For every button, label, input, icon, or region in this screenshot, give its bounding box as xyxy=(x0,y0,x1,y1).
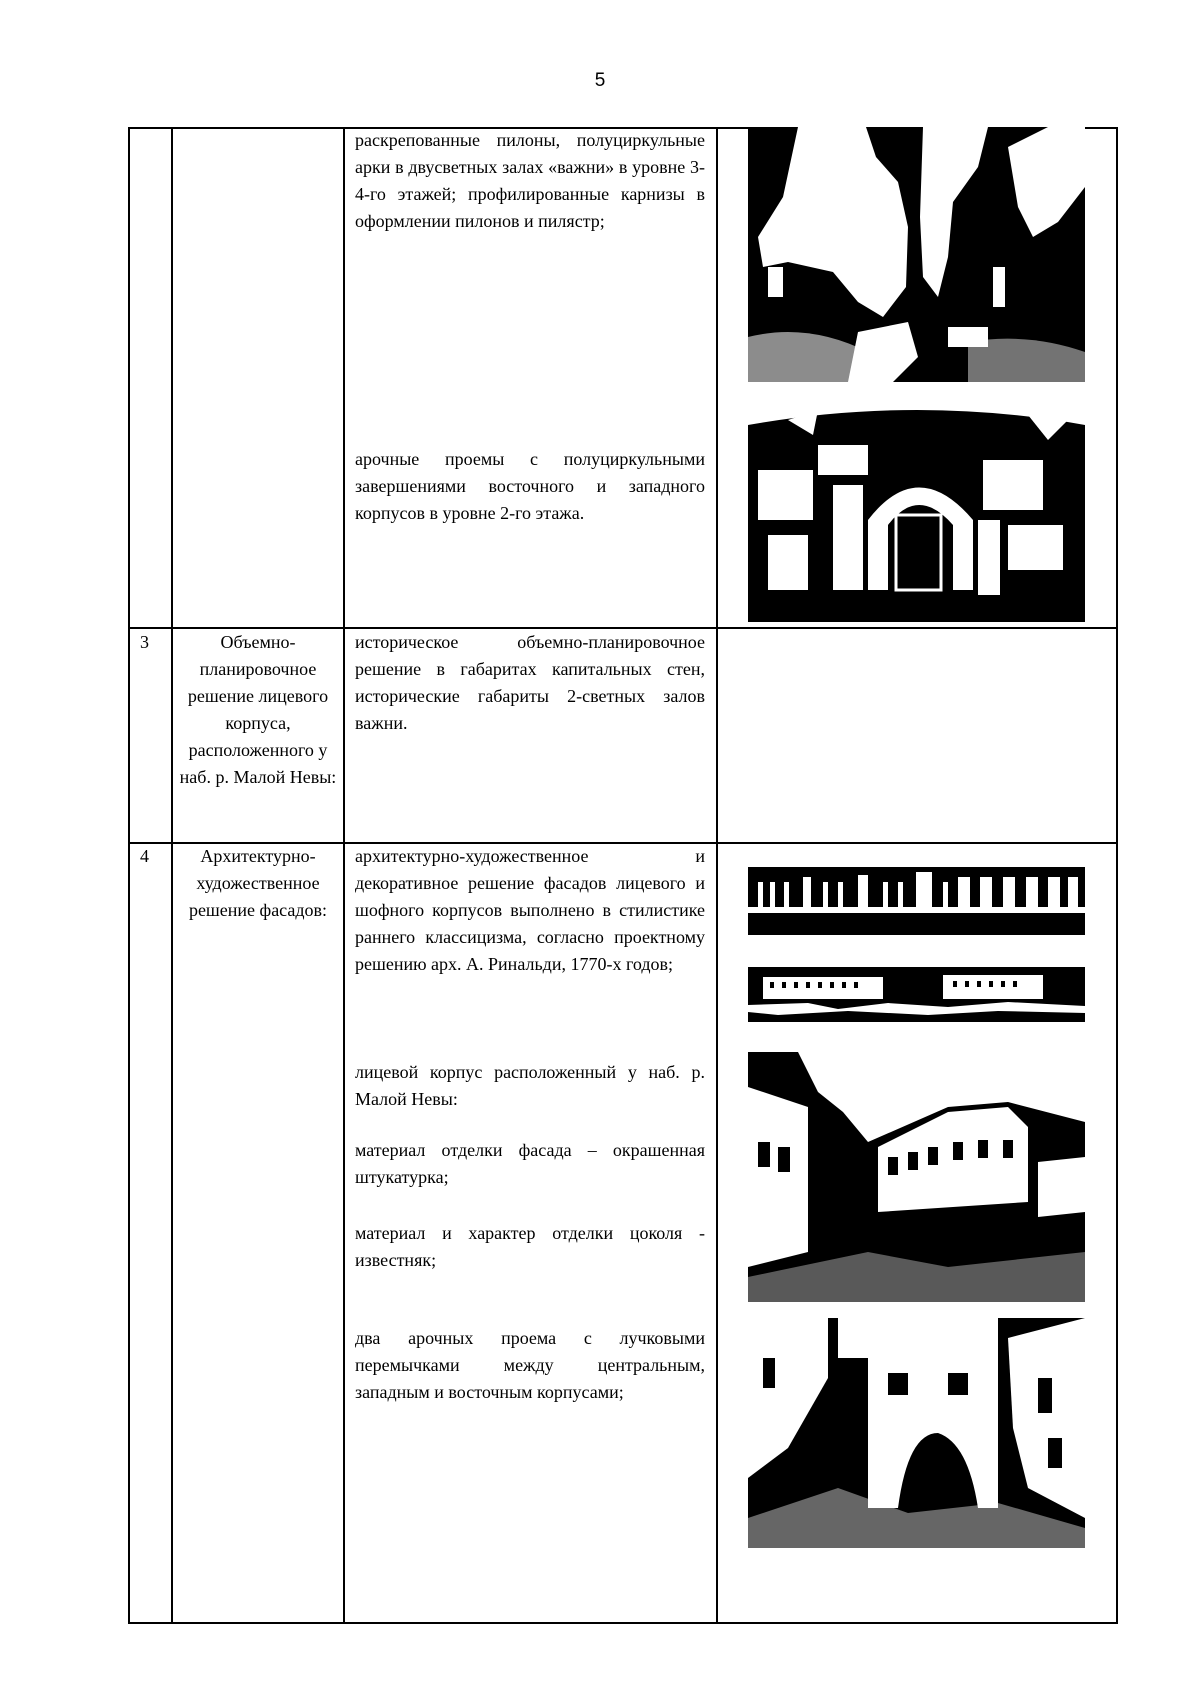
courtyard-facade-photo xyxy=(748,1052,1085,1302)
row-name: Объемно-планировочное решение лицевого корпуса, расположенного у наб. р. Малой Невы: xyxy=(179,632,337,787)
description-paragraph: историческое объемно-планировочное решение в габаритах капитальных стен, исторические габариты 2-светных залов важни. xyxy=(355,632,705,733)
table-bottom-border xyxy=(128,1622,1118,1624)
description-paragraph: архитектурно-художественное и декоративное решение фасадов лицевого и шофного корпусов выполнено в стилистике раннего классицизма, согласно проектному решению арх. А. Ринальди, 1770-х годов; xyxy=(355,846,705,974)
description-paragraph: арочные проемы с полуциркульными завершениями восточного и западного корпусов в уровне 2-го этажа. xyxy=(355,449,705,523)
table-left-border xyxy=(128,127,130,1624)
row-number: 4 xyxy=(140,846,149,866)
column-divider-2 xyxy=(343,127,345,1624)
interior-arches-photo xyxy=(748,127,1085,382)
row-name: Архитектурно-художественное решение фасадов: xyxy=(188,846,328,920)
description-paragraph: два арочных проема с лучковыми перемычками между центральным, западным и восточным корпусами; xyxy=(355,1328,705,1402)
courtyard-arch-photo xyxy=(748,1318,1085,1548)
column-divider-3 xyxy=(716,127,718,1624)
description-paragraph: материал отделки фасада – окрашенная штукатурка; xyxy=(355,1140,705,1187)
row-number: 3 xyxy=(140,632,149,652)
description-paragraph: раскрепованные пилоны, полуциркульные арки в двусветных залах «важни» в уровне 3-4-го этажей; профилированные карнизы в оформлении пилонов и пилястр; xyxy=(355,130,705,231)
column-divider-1 xyxy=(171,127,173,1624)
embankment-panorama-photo xyxy=(748,937,1085,1022)
facade-drawing-photo xyxy=(748,847,1085,935)
description-paragraph: материал и характер отделки цоколя - известняк; xyxy=(355,1223,705,1270)
page-number: 5 xyxy=(594,70,606,91)
description-paragraph: лицевой корпус расположенный у наб. р. Малой Невы: xyxy=(355,1062,705,1109)
table-right-border xyxy=(1116,127,1118,1624)
interior-arched-doorway-photo xyxy=(748,400,1085,622)
